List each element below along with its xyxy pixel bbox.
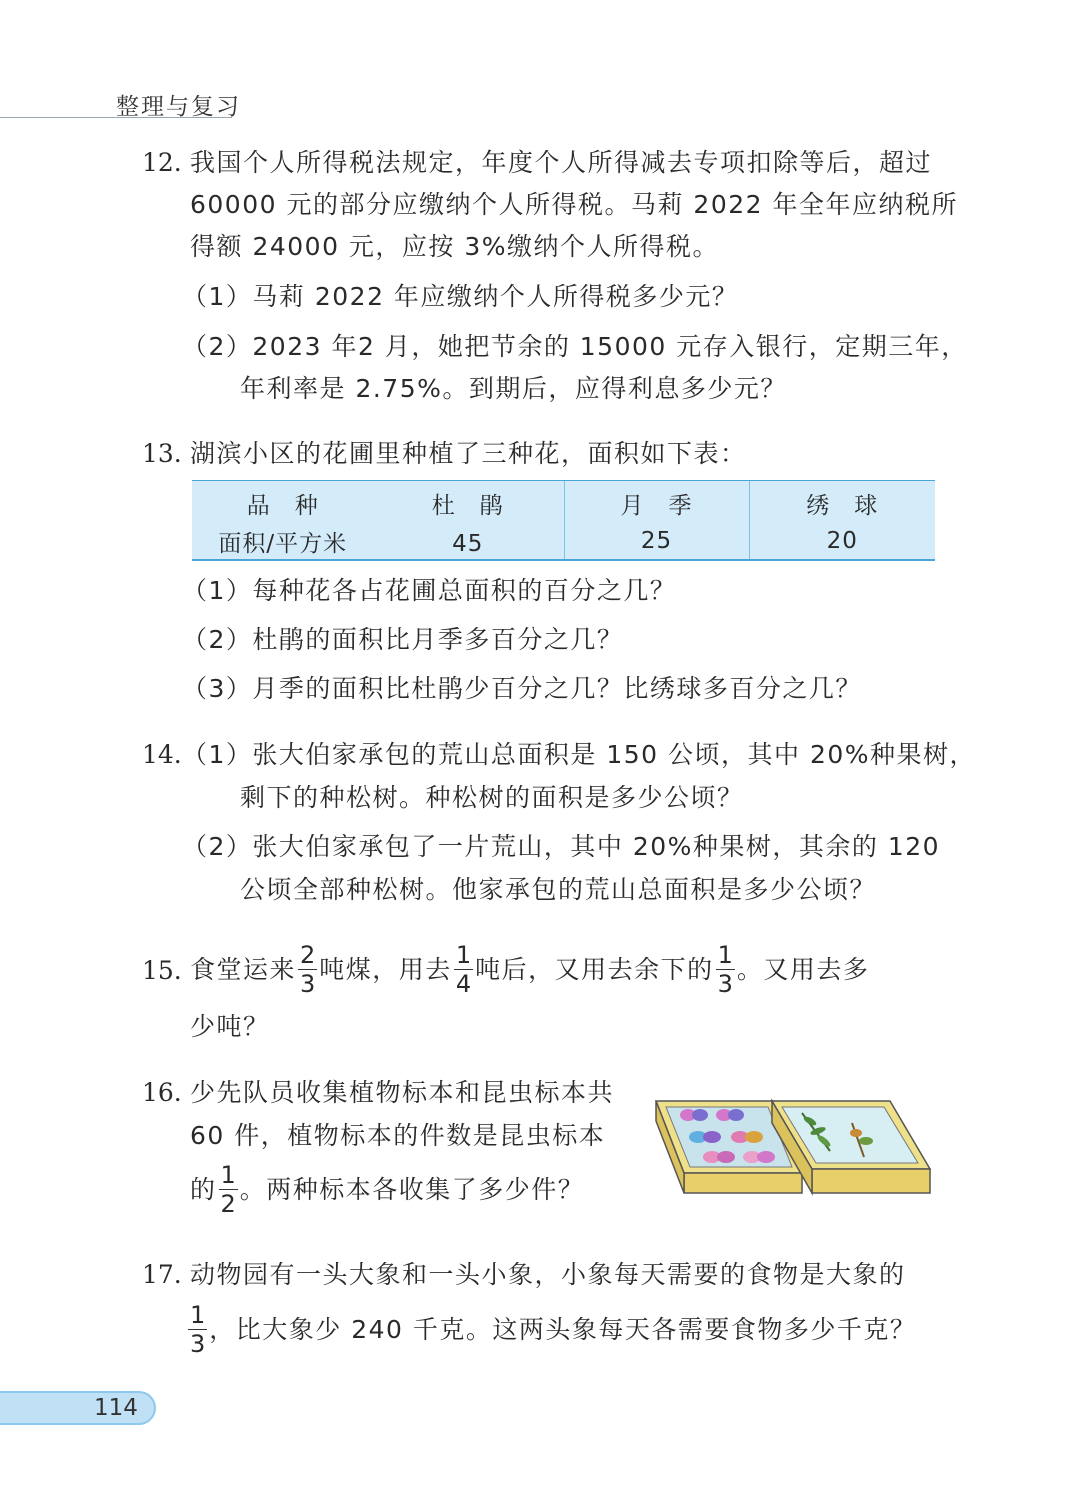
sub-question: （3）月季的面积比杜鹃少百分之几？比绣球多百分之几？ bbox=[182, 674, 862, 703]
specimen-boxes-illustration bbox=[652, 1093, 934, 1201]
sub-question-cont: 公顷全部种松树。他家承包的荒山总面积是多少公顷？ bbox=[240, 875, 877, 904]
table-header-cell: 月 季 bbox=[564, 481, 749, 523]
text-segment: ，比大象少 240 千克。这两头象每天各需要食物多少千克？ bbox=[209, 1315, 917, 1344]
problem-number: 15. bbox=[142, 956, 182, 985]
problem-text-line: 我国个人所得税法规定，年度个人所得减去专项扣除等后，超过 bbox=[190, 148, 933, 177]
text-segment: 。两种标本各收集了多少件？ bbox=[239, 1175, 585, 1204]
fraction-denominator: 4 bbox=[455, 969, 472, 998]
fraction-denominator: 2 bbox=[220, 1189, 236, 1218]
table-header-cell: 品 种 bbox=[246, 493, 319, 520]
problem-number: 14. bbox=[142, 740, 182, 769]
problem-number: 12. bbox=[142, 148, 182, 177]
sub-question-cont: 年利率是 2.75%。到期后，应得利息多少元？ bbox=[240, 374, 787, 403]
table-header-cell: 杜 鹃 bbox=[431, 493, 504, 520]
problem-text-line bbox=[190, 1160, 584, 1220]
table-bottom-rule bbox=[192, 559, 935, 561]
table-cell bbox=[192, 523, 564, 560]
fraction bbox=[219, 1160, 238, 1218]
fraction-denominator: 3 bbox=[190, 1329, 206, 1358]
table-cell-label: 面积/平方米 bbox=[218, 530, 348, 557]
problem-text-line: 少先队员收集植物标本和昆虫标本共 bbox=[190, 1078, 615, 1107]
problem-text-line bbox=[190, 940, 869, 1000]
fraction bbox=[716, 940, 735, 998]
sub-question: （2）2023 年2 月，她把节余的 15000 元存入银行，定期三年， bbox=[182, 332, 968, 361]
sub-question: （1）每种花各占花圃总面积的百分之几？ bbox=[182, 576, 677, 605]
fraction bbox=[188, 1300, 207, 1358]
problem-number: 17. bbox=[142, 1260, 182, 1289]
section-title: 整理与复习 bbox=[116, 94, 241, 120]
table-cell-value: 20 bbox=[826, 528, 858, 555]
text-segment: 的 bbox=[190, 1175, 217, 1204]
fraction-numerator: 1 bbox=[220, 1160, 236, 1189]
flower-area-table bbox=[192, 481, 935, 560]
fraction-numerator: 1 bbox=[190, 1300, 206, 1329]
problem-text-line: 60 件，植物标本的件数是昆虫标本 bbox=[190, 1121, 606, 1150]
sub-question: （1）张大伯家承包的荒山总面积是 150 公顷，其中 20%种果树， bbox=[182, 740, 977, 769]
table-header-row bbox=[192, 481, 935, 523]
sub-question: （2）张大伯家承包了一片荒山，其中 20%种果树，其余的 120 bbox=[182, 832, 941, 861]
table-cell-value: 25 bbox=[564, 523, 749, 560]
table-row bbox=[192, 523, 935, 560]
fraction-denominator: 3 bbox=[717, 969, 733, 998]
table-cell-value: 45 bbox=[452, 530, 484, 557]
fraction-numerator: 2 bbox=[300, 940, 316, 969]
text-segment: 吨煤，用去 bbox=[319, 955, 452, 984]
problem-text-line: 湖滨小区的花圃里种植了三种花，面积如下表： bbox=[190, 439, 747, 468]
sub-question: （2）杜鹃的面积比月季多百分之几？ bbox=[182, 625, 624, 654]
text-segment: 吨后，又用去余下的 bbox=[475, 955, 714, 984]
problem-text-line bbox=[186, 1300, 916, 1360]
fraction-numerator: 1 bbox=[717, 940, 733, 969]
problem-number: 16. bbox=[142, 1078, 182, 1107]
page-number: 114 bbox=[94, 1395, 138, 1421]
table-header-cell: 绣 球 bbox=[806, 493, 879, 520]
table-cell bbox=[192, 481, 564, 523]
sub-question-cont: 剩下的种松树。种松树的面积是多少公顷？ bbox=[240, 783, 744, 812]
fraction-denominator: 3 bbox=[300, 969, 316, 998]
problem-number: 13. bbox=[142, 439, 182, 468]
text-segment: 。又用去多 bbox=[736, 955, 870, 984]
fraction-numerator: 1 bbox=[455, 940, 472, 969]
sub-question: （1）马莉 2022 年应缴纳个人所得税多少元？ bbox=[182, 282, 739, 311]
problem-text-line: 60000 元的部分应缴纳个人所得税。马莉 2022 年全年应纳税所 bbox=[190, 190, 958, 219]
fraction bbox=[454, 940, 473, 998]
problem-text-line: 动物园有一头大象和一头小象，小象每天需要的食物是大象的 bbox=[190, 1260, 906, 1289]
fraction bbox=[298, 940, 317, 998]
text-segment: 食堂运来 bbox=[190, 955, 297, 984]
problem-text-line: 得额 24000 元，应按 3%缴纳个人所得税。 bbox=[190, 232, 720, 261]
problem-text-line: 少吨？ bbox=[190, 1012, 270, 1041]
